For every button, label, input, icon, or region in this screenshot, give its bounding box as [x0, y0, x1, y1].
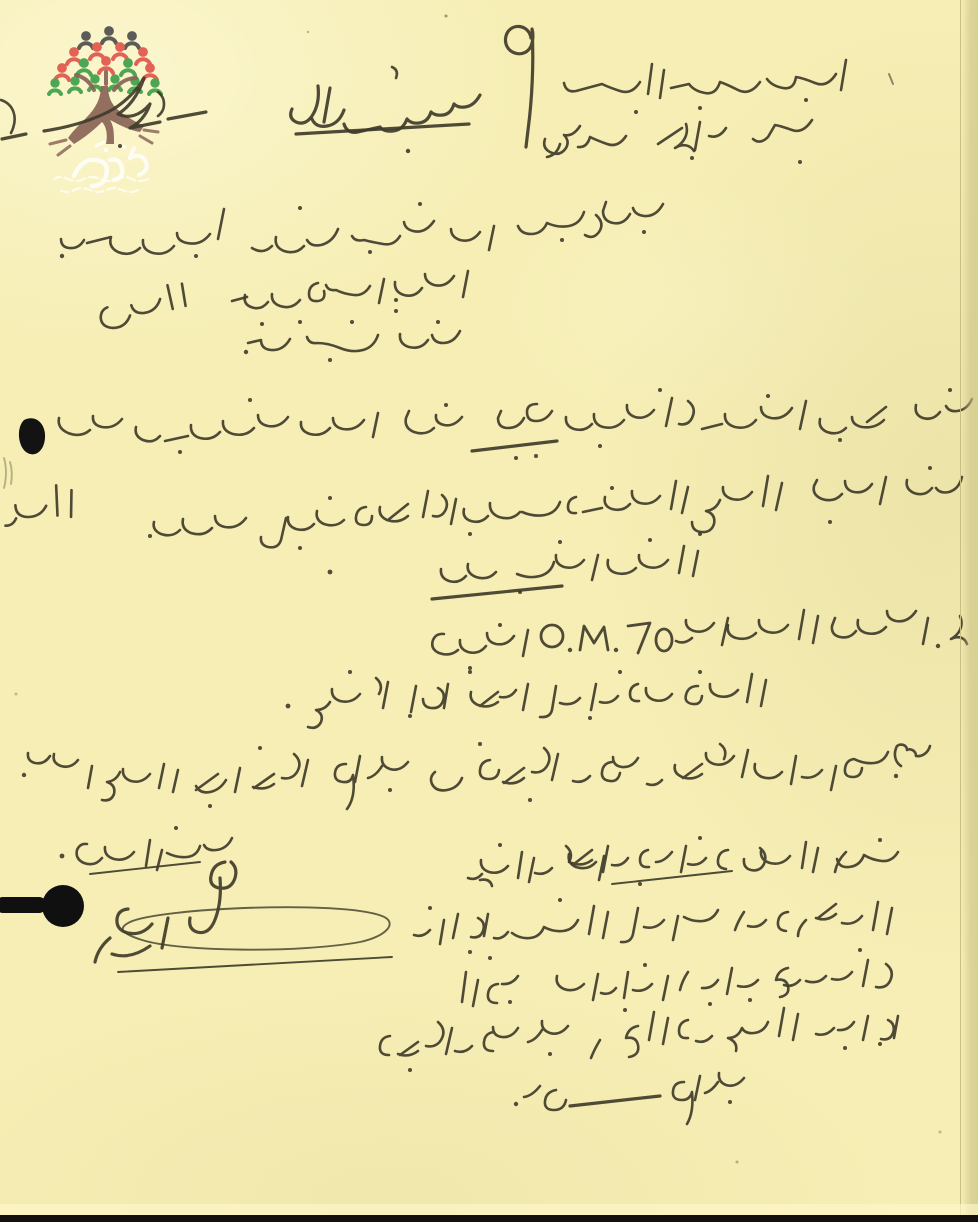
- scan-specks: [15, 15, 942, 1164]
- form-code-om70: [541, 623, 672, 653]
- salutation-line-2: [97, 271, 468, 337]
- body-line-3: [328, 538, 698, 599]
- salutation-line-1: [60, 202, 663, 258]
- cc-note-line-4: [380, 1008, 898, 1072]
- body-line-2: [0, 466, 962, 550]
- body-line-1: [59, 388, 972, 460]
- letterhead-org-line: [564, 60, 846, 114]
- cc-note-line-2: [414, 898, 892, 954]
- cc-note-line-5: [514, 1073, 744, 1124]
- scan-edge-right: [960, 0, 978, 1222]
- cc-note-line-1: [468, 836, 898, 886]
- body-line-3-underline: [432, 586, 562, 599]
- overwriting-scrawl: [1, 78, 206, 148]
- hole-punch: [0, 885, 84, 927]
- body-line-4: [432, 610, 967, 670]
- body-line-5: [286, 670, 766, 728]
- body-line-6: [22, 742, 930, 809]
- page-number-9: [505, 26, 532, 147]
- cc-note-underline: [612, 871, 732, 884]
- scan-bar-bottom: [0, 1215, 978, 1222]
- cc-note-line-3: [462, 948, 892, 1006]
- salutation-line-3: [244, 320, 460, 362]
- urgency-note: [291, 67, 480, 153]
- signature-block: [60, 826, 392, 972]
- ink-blot: [4, 418, 45, 488]
- signature-underline: [118, 957, 392, 972]
- signature-mark: [190, 862, 236, 933]
- body-line-1-underline: [472, 441, 557, 451]
- letterhead-date-line: [544, 120, 812, 164]
